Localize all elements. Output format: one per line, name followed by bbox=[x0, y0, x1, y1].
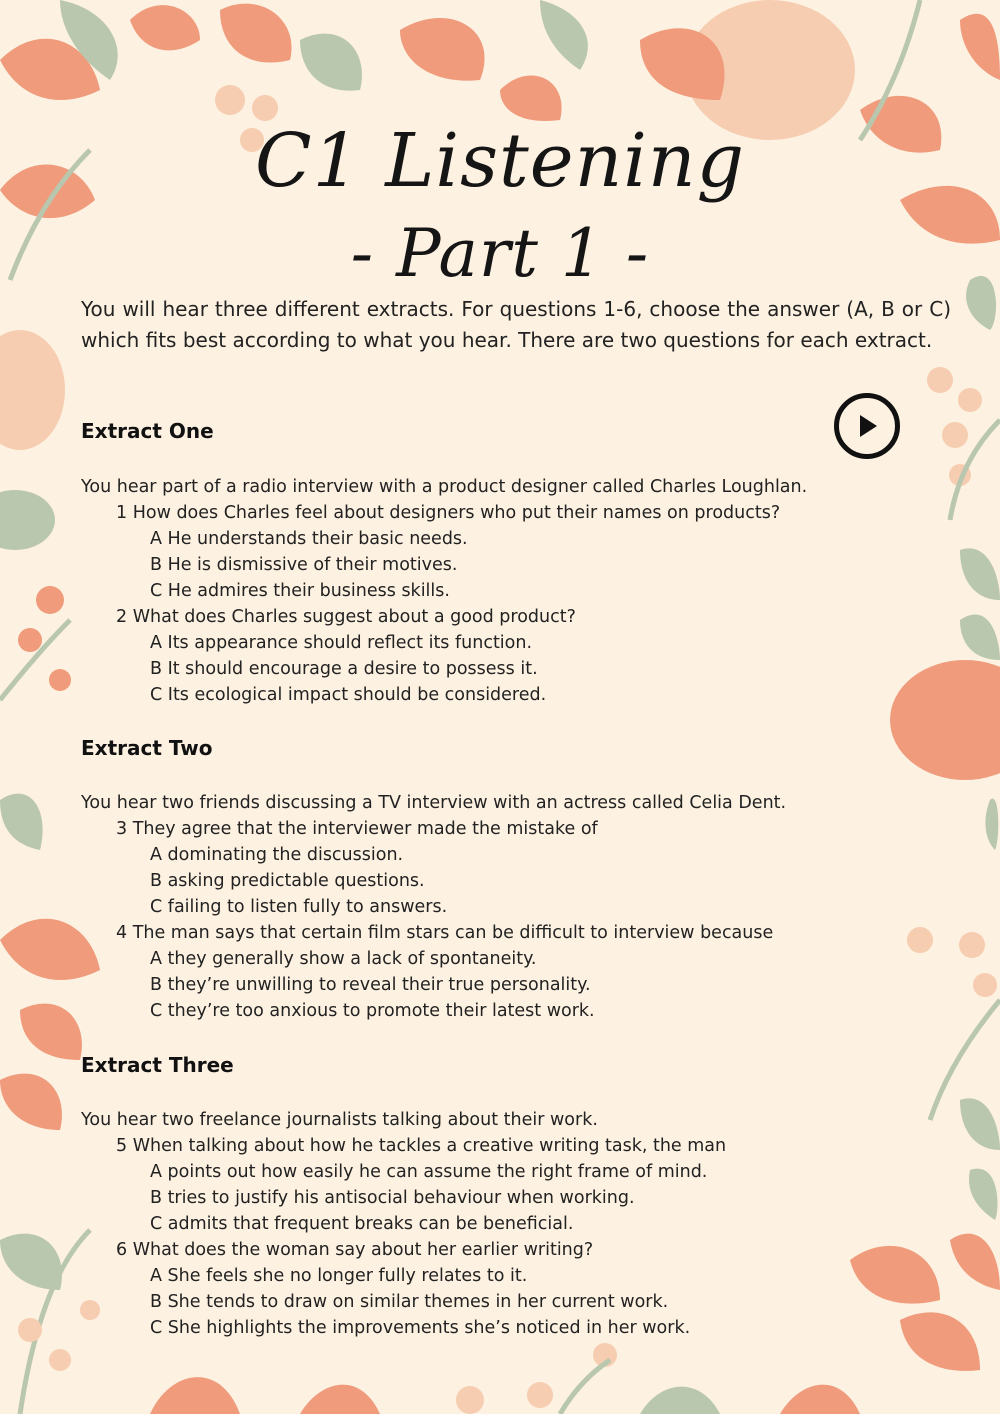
question-text: 5 When talking about how he tackles a creative writing task, the man bbox=[116, 1136, 727, 1156]
extract-context: You hear two friends discussing a TV interview with an actress called Celia Dent. bbox=[81, 793, 787, 813]
question-text: 4 The man says that certain film stars can be difficult to interview because bbox=[116, 923, 774, 943]
extract-heading: Extract One bbox=[81, 419, 214, 443]
answer-option[interactable]: C He admires their business skills. bbox=[150, 581, 450, 601]
answer-option[interactable]: C Its ecological impact should be considered. bbox=[150, 685, 547, 705]
answer-option[interactable]: B tries to justify his antisocial behaviour when working. bbox=[150, 1188, 635, 1208]
extract-context: You hear part of a radio interview with a product designer called Charles Loughlan. bbox=[81, 477, 808, 497]
question-text: 1 How does Charles feel about designers who put their names on products? bbox=[116, 503, 781, 523]
page-subtitle: - Part 1 - bbox=[350, 215, 650, 292]
answer-option[interactable]: A they generally show a lack of spontaneity. bbox=[150, 949, 537, 969]
answer-option[interactable]: B asking predictable questions. bbox=[150, 871, 425, 891]
answer-option[interactable]: B He is dismissive of their motives. bbox=[150, 555, 458, 575]
extract-heading: Extract Two bbox=[81, 736, 213, 760]
answer-option[interactable]: C She highlights the improvements she’s noticed in her work. bbox=[150, 1318, 691, 1338]
answer-option[interactable]: A He understands their basic needs. bbox=[150, 529, 468, 549]
answer-option[interactable]: C they’re too anxious to promote their latest work. bbox=[150, 1001, 595, 1021]
question-text: 3 They agree that the interviewer made the mistake of bbox=[116, 819, 598, 839]
answer-option[interactable]: A points out how easily he can assume the right frame of mind. bbox=[150, 1162, 708, 1182]
answer-option[interactable]: C admits that frequent breaks can be beneficial. bbox=[150, 1214, 574, 1234]
audio-play-button[interactable] bbox=[834, 393, 900, 459]
page-title: C1 Listening bbox=[255, 118, 745, 204]
question-text: 2 What does Charles suggest about a good product? bbox=[116, 607, 576, 627]
answer-option[interactable]: A She feels she no longer fully relates to it. bbox=[150, 1266, 528, 1286]
question-text: 6 What does the woman say about her earlier writing? bbox=[116, 1240, 594, 1260]
extract-context: You hear two freelance journalists talking about their work. bbox=[81, 1110, 598, 1130]
extract-heading: Extract Three bbox=[81, 1053, 234, 1077]
answer-option[interactable]: B She tends to draw on similar themes in her current work. bbox=[150, 1292, 669, 1312]
play-icon bbox=[853, 412, 881, 440]
instructions: You will hear three different extracts. For questions 1-6, choose the answer (A, B or C) which fits best according to what you hear. There are two questions for each extract. bbox=[81, 297, 951, 352]
answer-option[interactable]: C failing to listen fully to answers. bbox=[150, 897, 448, 917]
answer-option[interactable]: B It should encourage a desire to possess it. bbox=[150, 659, 538, 679]
answer-option[interactable]: A Its appearance should reflect its function. bbox=[150, 633, 533, 653]
answer-option[interactable]: B they’re unwilling to reveal their true personality. bbox=[150, 975, 591, 995]
answer-option[interactable]: A dominating the discussion. bbox=[150, 845, 404, 865]
